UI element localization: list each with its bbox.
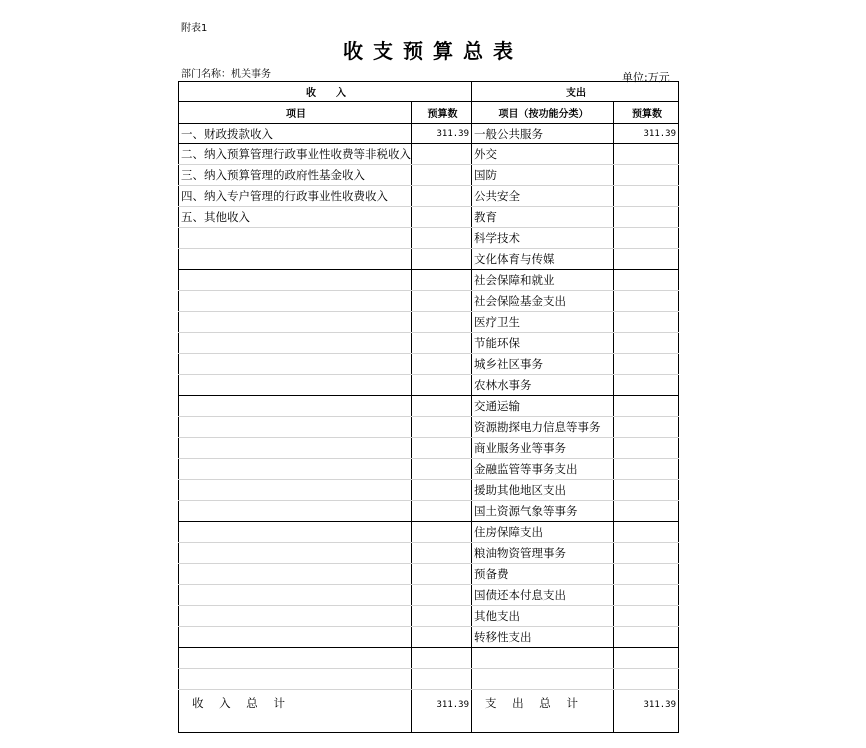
expense-amount-cell (614, 165, 679, 186)
expense-item-cell (472, 669, 614, 690)
expense-amount-cell (614, 606, 679, 627)
col-header-budget: 预算数 (412, 102, 472, 124)
income-amount-cell (412, 606, 472, 627)
table-row (179, 501, 679, 522)
income-header: 收 入 (179, 82, 472, 102)
table-row (179, 144, 679, 165)
col-header-item-func: 项目（按功能分类） (472, 102, 614, 124)
expense-amount-cell (614, 543, 679, 564)
expense-amount-cell (614, 459, 679, 480)
table-row (179, 648, 679, 669)
expense-amount-cell (614, 186, 679, 207)
expense-item-cell: 文化体育与传媒 (472, 249, 614, 270)
expense-amount-cell (614, 480, 679, 501)
table-row (179, 480, 679, 501)
income-amount-cell (412, 144, 472, 165)
income-item-cell: 四、纳入专户管理的行政事业性收费收入 (179, 186, 412, 207)
income-amount-cell (412, 249, 472, 270)
expense-item-cell: 国债还本付息支出 (472, 585, 614, 606)
table-header-group-row (179, 82, 679, 102)
income-amount-cell (412, 396, 472, 417)
total-row (179, 690, 679, 733)
income-amount-cell (412, 585, 472, 606)
income-amount-cell (412, 354, 472, 375)
income-item-cell (179, 522, 412, 543)
income-total-amount: 311.39 (412, 690, 472, 733)
expense-item-cell: 医疗卫生 (472, 312, 614, 333)
expense-item-cell: 援助其他地区支出 (472, 480, 614, 501)
col-header-item: 项目 (179, 102, 412, 124)
page-title: 收支预算总表 (343, 39, 523, 63)
table-row (179, 396, 679, 417)
expense-total-label: 支 出 总 计 (472, 690, 614, 733)
expense-amount-cell (614, 333, 679, 354)
income-amount-cell (412, 459, 472, 480)
table-row (179, 669, 679, 690)
expense-item-cell: 粮油物资管理事务 (472, 543, 614, 564)
expense-amount-cell (614, 354, 679, 375)
expense-amount-cell (614, 312, 679, 333)
expense-amount-cell (614, 564, 679, 585)
income-item-cell (179, 396, 412, 417)
income-item-cell (179, 627, 412, 648)
income-item-cell (179, 585, 412, 606)
income-item-cell (179, 228, 412, 249)
expense-item-cell: 国防 (472, 165, 614, 186)
table-row (179, 249, 679, 270)
table-row (179, 627, 679, 648)
table-row (179, 564, 679, 585)
expense-item-cell: 农林水事务 (472, 375, 614, 396)
income-item-cell (179, 417, 412, 438)
income-item-cell (179, 291, 412, 312)
department-name: 部门名称：机关事务 (181, 69, 271, 80)
expense-amount-cell (614, 228, 679, 249)
expense-item-cell: 科学技术 (472, 228, 614, 249)
income-item-cell (179, 543, 412, 564)
income-item-cell (179, 648, 412, 669)
table-row (179, 585, 679, 606)
expense-item-cell: 一般公共服务 (472, 124, 614, 144)
table-row (179, 312, 679, 333)
expense-item-cell: 公共安全 (472, 186, 614, 207)
income-item-cell: 三、纳入预算管理的政府性基金收入 (179, 165, 412, 186)
income-item-cell (179, 375, 412, 396)
income-item-cell (179, 501, 412, 522)
expense-amount-cell (614, 291, 679, 312)
table-row (179, 543, 679, 564)
table-row (179, 270, 679, 291)
income-item-cell (179, 480, 412, 501)
expense-item-cell: 预备费 (472, 564, 614, 585)
expense-amount-cell (614, 417, 679, 438)
expense-item-cell (472, 648, 614, 669)
table-row (179, 124, 679, 144)
income-amount-cell (412, 375, 472, 396)
expense-item-cell: 社会保障和就业 (472, 270, 614, 291)
table-row (179, 417, 679, 438)
expense-amount-cell (614, 375, 679, 396)
expense-amount-cell (614, 522, 679, 543)
table-row (179, 333, 679, 354)
income-item-cell (179, 564, 412, 585)
expense-item-cell: 商业服务业等事务 (472, 438, 614, 459)
income-item-cell (179, 669, 412, 690)
expense-item-cell: 国土资源气象等事务 (472, 501, 614, 522)
income-amount-cell (412, 333, 472, 354)
expense-item-cell: 节能环保 (472, 333, 614, 354)
expense-item-cell: 交通运输 (472, 396, 614, 417)
expense-amount-cell (614, 648, 679, 669)
income-amount-cell (412, 186, 472, 207)
income-amount-cell (412, 270, 472, 291)
income-item-cell (179, 312, 412, 333)
income-item-cell: 五、其他收入 (179, 207, 412, 228)
expense-amount-cell (614, 207, 679, 228)
income-item-cell (179, 249, 412, 270)
expense-item-cell: 城乡社区事务 (472, 354, 614, 375)
table-header-row (179, 102, 679, 124)
income-amount-cell (412, 480, 472, 501)
income-item-cell: 一、财政拨款收入 (179, 124, 412, 144)
expense-amount-cell (614, 585, 679, 606)
expense-amount-cell (614, 438, 679, 459)
table-row (179, 522, 679, 543)
income-amount-cell (412, 228, 472, 249)
table-row (179, 207, 679, 228)
income-item-cell (179, 606, 412, 627)
expense-item-cell: 资源勘探电力信息等事务 (472, 417, 614, 438)
table-row (179, 459, 679, 480)
income-amount-cell (412, 291, 472, 312)
income-amount-cell (412, 312, 472, 333)
income-amount-cell (412, 543, 472, 564)
table-row (179, 291, 679, 312)
appendix-label: 附表1 (181, 23, 208, 34)
income-item-cell (179, 333, 412, 354)
table-row (179, 186, 679, 207)
expense-item-cell: 金融监管等事务支出 (472, 459, 614, 480)
expense-item-cell: 教育 (472, 207, 614, 228)
unit-label: 单位:万元 (622, 71, 670, 84)
budget-table (178, 81, 679, 733)
income-amount-cell (412, 564, 472, 585)
expense-amount-cell: 311.39 (614, 124, 679, 144)
expense-amount-cell (614, 249, 679, 270)
table-row (179, 354, 679, 375)
table-row (179, 165, 679, 186)
income-amount-cell (412, 648, 472, 669)
table-row (179, 606, 679, 627)
expense-item-cell: 住房保障支出 (472, 522, 614, 543)
income-amount-cell (412, 627, 472, 648)
income-amount-cell (412, 165, 472, 186)
expense-total-amount: 311.39 (614, 690, 679, 733)
table-row (179, 375, 679, 396)
expense-amount-cell (614, 270, 679, 291)
expense-amount-cell (614, 144, 679, 165)
income-item-cell (179, 270, 412, 291)
income-amount-cell: 311.39 (412, 124, 472, 144)
expense-amount-cell (614, 501, 679, 522)
table-row (179, 438, 679, 459)
income-item-cell (179, 459, 412, 480)
income-amount-cell (412, 417, 472, 438)
expense-amount-cell (614, 669, 679, 690)
expense-item-cell: 社会保险基金支出 (472, 291, 614, 312)
expense-item-cell: 外交 (472, 144, 614, 165)
income-amount-cell (412, 669, 472, 690)
expense-header: 支出 (472, 82, 679, 102)
income-item-cell: 二、纳入预算管理行政事业性收费等非税收入 (179, 144, 412, 165)
expense-item-cell: 其他支出 (472, 606, 614, 627)
expense-amount-cell (614, 396, 679, 417)
table-row (179, 228, 679, 249)
income-item-cell (179, 354, 412, 375)
income-amount-cell (412, 501, 472, 522)
col-header-budget-2: 预算数 (614, 102, 679, 124)
expense-item-cell: 转移性支出 (472, 627, 614, 648)
income-total-label: 收 入 总 计 (179, 690, 412, 733)
income-item-cell (179, 438, 412, 459)
income-amount-cell (412, 438, 472, 459)
expense-amount-cell (614, 627, 679, 648)
income-amount-cell (412, 522, 472, 543)
income-amount-cell (412, 207, 472, 228)
